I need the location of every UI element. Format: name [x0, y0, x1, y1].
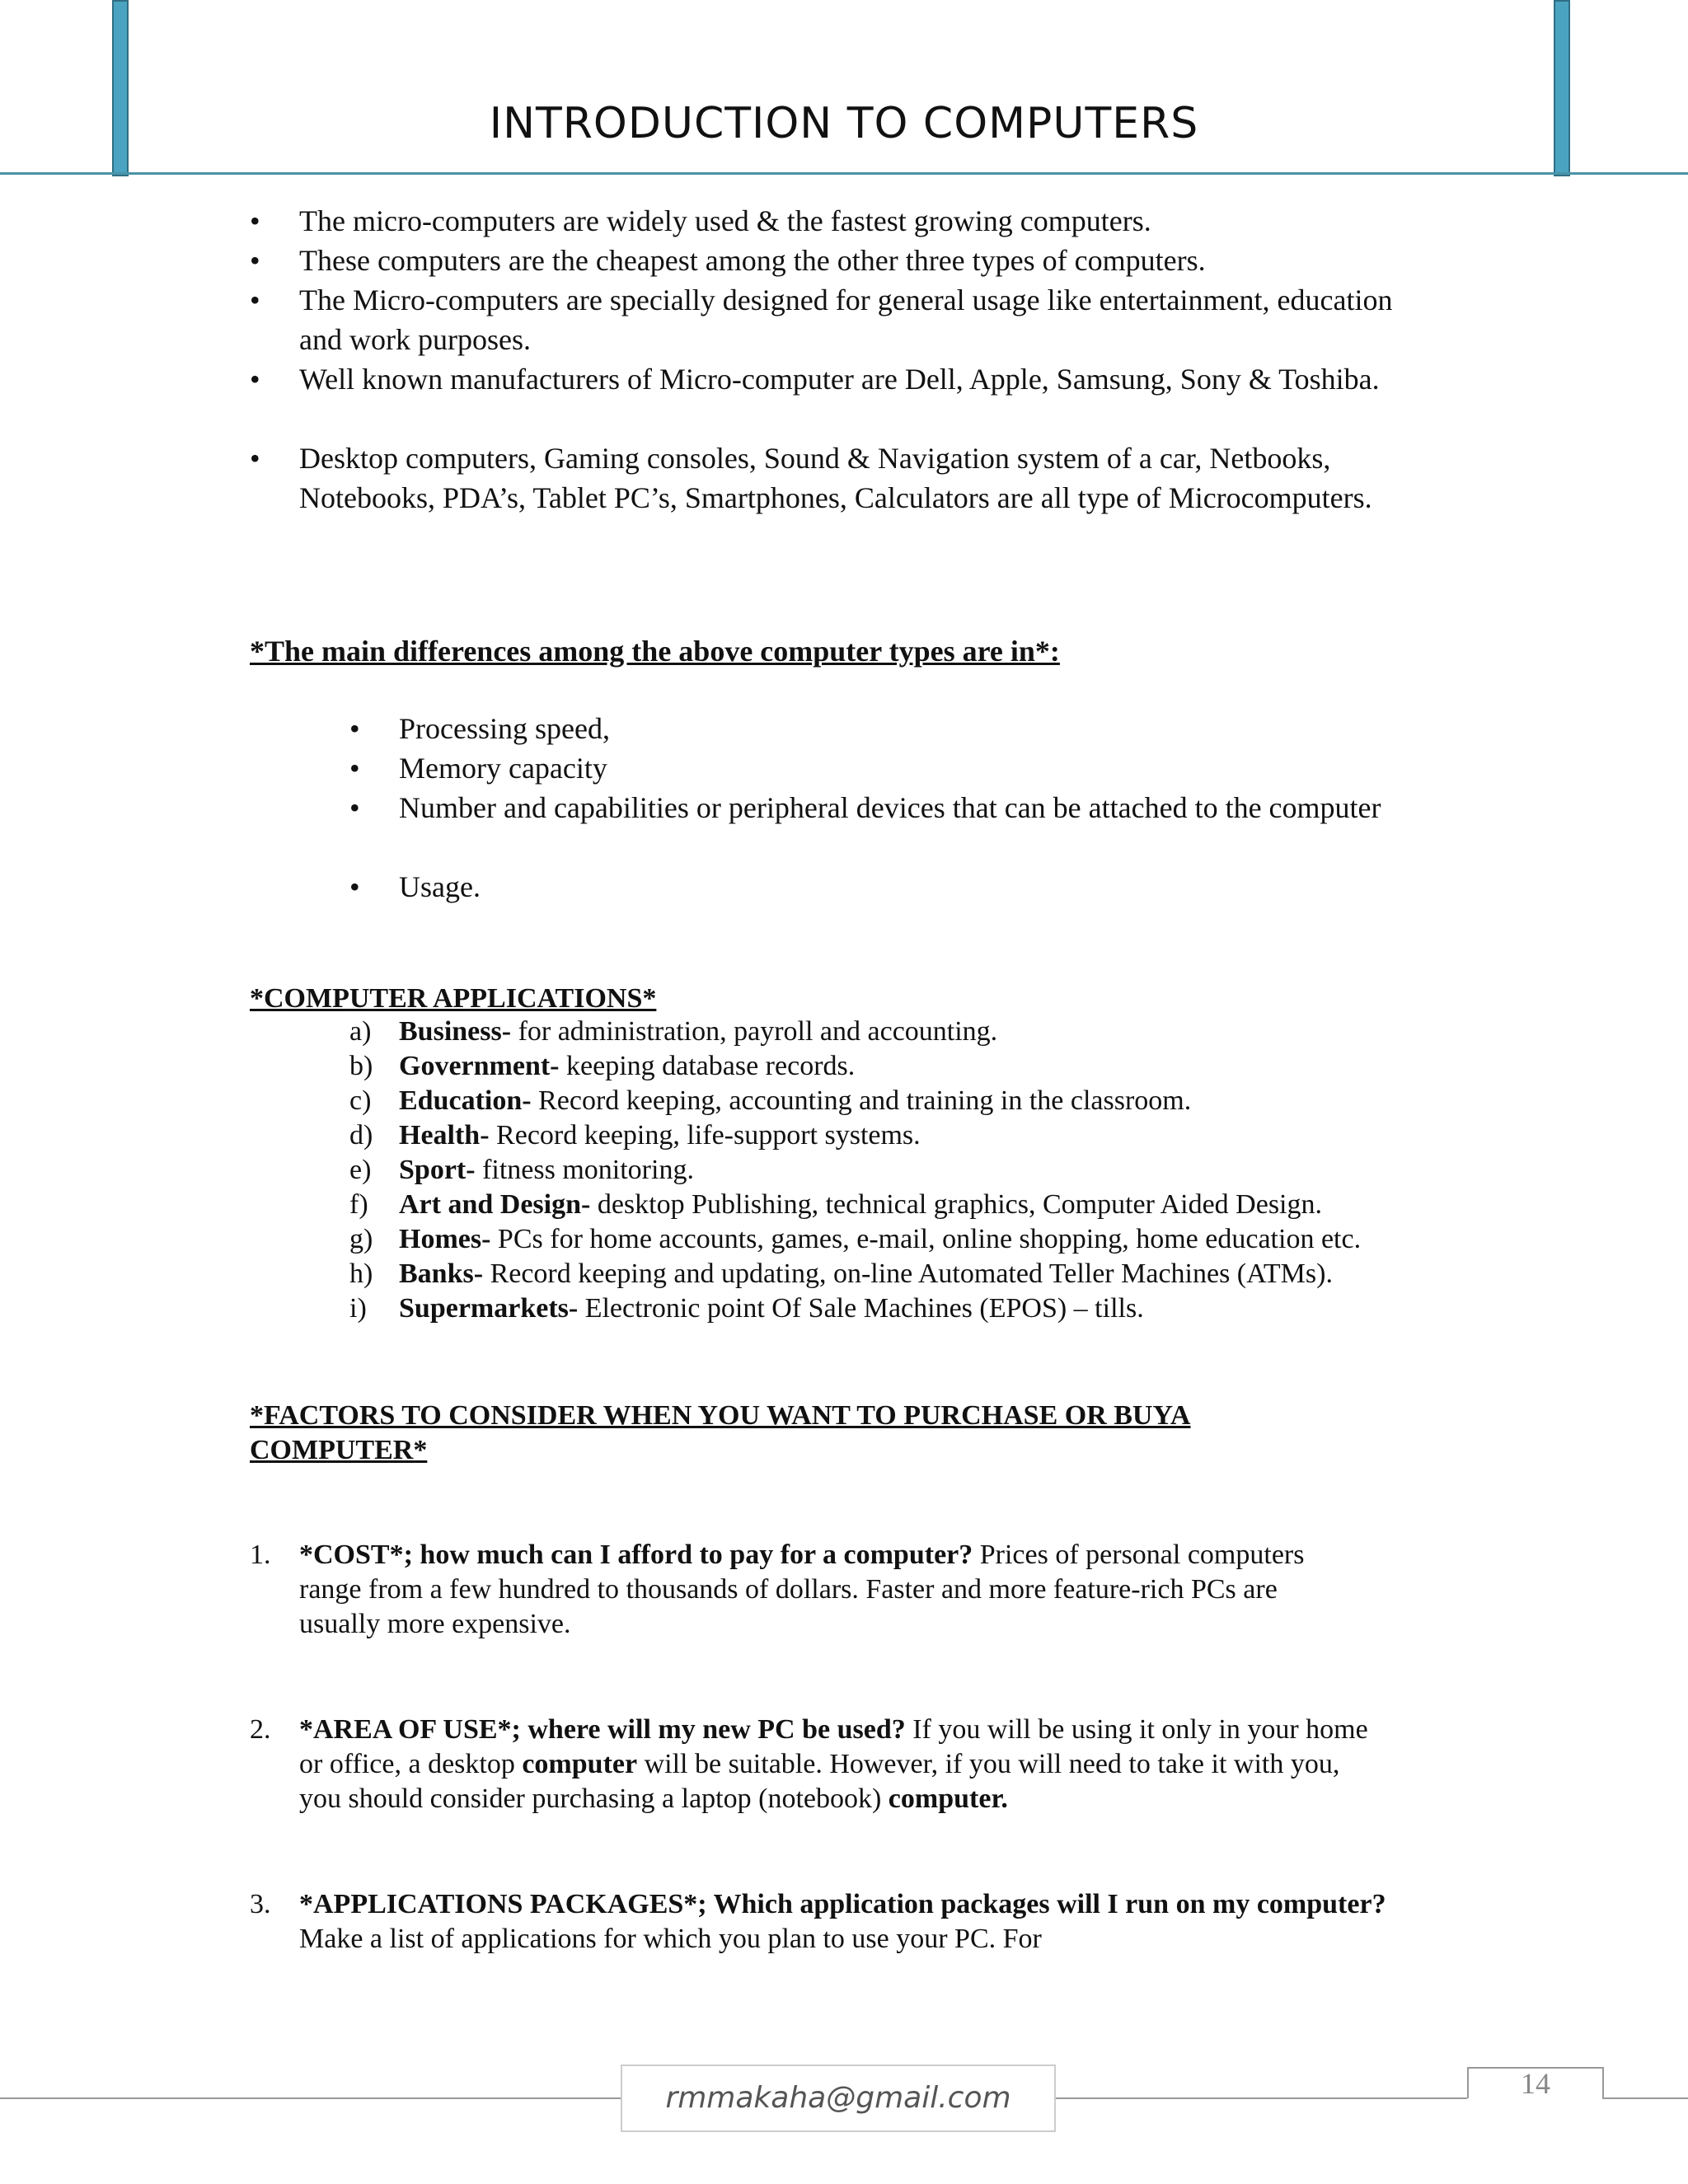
item-term: Art and Design-: [399, 1189, 591, 1220]
bullet-text: Desktop computers, Gaming consoles, Sound & Navigation system of a car, Netbooks, Notebooks, PDA’s, Tablet PC’s, Smartphones, Calculators are all type of Microcomputers.: [299, 442, 1372, 514]
item-text: fitness monitoring.: [475, 1155, 694, 1185]
bullet-icon: •: [250, 442, 260, 475]
bullet-icon: •: [250, 204, 260, 237]
factors-heading-line: COMPUTER*: [250, 1435, 428, 1465]
header-bar-left: [112, 0, 129, 176]
bullet-text: These computers are the cheapest among the other three types of computers.: [299, 244, 1206, 277]
bullet-item: [250, 438, 1437, 518]
difference-item: [349, 709, 1421, 748]
item-term: Government-: [399, 1051, 560, 1081]
factors-heading: [250, 1399, 1190, 1468]
bullet-icon: •: [349, 870, 360, 903]
item-term: Supermarkets-: [399, 1293, 579, 1324]
bullet-text: The micro-computers are widely used & the fastest growing computers.: [299, 204, 1151, 237]
bullet-icon: •: [250, 244, 260, 277]
item-label: h): [349, 1258, 373, 1289]
header-divider: [0, 172, 1688, 175]
factor-number: 1.: [250, 1540, 271, 1570]
item-term: Banks-: [399, 1258, 484, 1289]
item-term: Education-: [399, 1085, 532, 1116]
bullet-icon: •: [349, 712, 360, 745]
item-text: PCs for home accounts, games, e-mail, online shopping, home education etc.: [490, 1224, 1362, 1254]
factor-text: Make a list of applications for which you plan to use your PC. For: [299, 1924, 1042, 1954]
difference-item: [349, 867, 1421, 907]
item-term: Business-: [399, 1016, 512, 1047]
item-label: i): [349, 1293, 367, 1324]
differences-heading: *The main differences among the above computer types are in*:: [250, 635, 1060, 668]
bullet-text: Well known manufacturers of Micro-computer are Dell, Apple, Samsung, Sony & Toshiba.: [299, 363, 1380, 396]
bullet-icon: •: [250, 284, 260, 316]
footer-line-left: [0, 2097, 621, 2099]
difference-text: Usage.: [399, 870, 481, 903]
footer-line-right: [1056, 2097, 1467, 2099]
page-title: INTRODUCTION TO COMPUTERS: [489, 99, 1199, 148]
item-text: keeping database records.: [559, 1051, 856, 1081]
difference-text: Memory capacity: [399, 752, 607, 785]
item-text: Record keeping, accounting and training in the classroom.: [531, 1085, 1192, 1116]
factor-number: 3.: [250, 1889, 271, 1919]
page-number: 14: [1467, 2067, 1604, 2098]
header-bar-right: [1554, 0, 1570, 176]
item-term: Homes-: [399, 1224, 491, 1254]
factor-number: 2.: [250, 1714, 271, 1745]
factor-text: will be suitable. However, if you will need to take it with you, you should consider purchasing a laptop (notebook): [299, 1749, 1340, 1814]
footer-email: rmmakaha@gmail.com: [621, 2064, 1056, 2132]
difference-text: Processing speed,: [399, 712, 610, 745]
difference-item: [349, 788, 1421, 827]
bullet-icon: •: [349, 752, 360, 785]
item-label: d): [349, 1120, 373, 1151]
bullet-item: [250, 241, 1437, 280]
item-label: g): [349, 1224, 373, 1254]
difference-item: [349, 748, 1421, 788]
difference-text: Number and capabilities or peripheral devices that can be attached to the computer: [399, 791, 1381, 824]
item-text: Record keeping, life-support systems.: [489, 1120, 921, 1151]
footer-line-end: [1602, 2097, 1688, 2099]
factor-question: *COST*; how much can I afford to pay for a computer?: [299, 1540, 973, 1570]
factor-emphasis: computer.: [888, 1783, 1008, 1814]
applications-heading: *COMPUTER APPLICATIONS*: [250, 983, 657, 1014]
item-label: f): [349, 1189, 368, 1220]
item-term: Health-: [399, 1120, 490, 1151]
factor-text: If you will be using it only in your home or office, a desktop: [299, 1714, 1368, 1779]
bullet-item: [250, 359, 1437, 399]
item-text: for administration, payroll and accounting.: [511, 1016, 998, 1047]
item-label: c): [349, 1085, 372, 1116]
item-text: Electronic point Of Sale Machines (EPOS) – tills.: [578, 1293, 1144, 1324]
item-label: e): [349, 1155, 372, 1185]
bullet-text: The Micro-computers are specially designed for general usage like entertainment, education and work purposes.: [299, 284, 1393, 356]
item-term: Sport-: [399, 1155, 476, 1185]
factor-question: *APPLICATIONS PACKAGES*; Which application packages will I run on my computer?: [299, 1889, 1386, 1919]
bullet-item: [250, 280, 1437, 359]
item-label: b): [349, 1051, 373, 1081]
item-text: desktop Publishing, technical graphics, Computer Aided Design.: [590, 1189, 1322, 1220]
item-label: a): [349, 1016, 372, 1047]
factor-question: *AREA OF USE*; where will my new PC be used?: [299, 1714, 906, 1745]
bullet-icon: •: [349, 791, 360, 824]
bullet-item: [250, 201, 1437, 241]
bullet-icon: •: [250, 363, 260, 396]
factor-emphasis: computer: [522, 1749, 638, 1779]
factors-heading-line: *FACTORS TO CONSIDER WHEN YOU WANT TO PURCHASE OR BUYA: [250, 1400, 1191, 1431]
factor-text: Prices of personal computers range from a few hundred to thousands of dollars. Faster and more feature-rich PCs are usually more expensive.: [299, 1540, 1305, 1639]
item-text: Record keeping and updating, on-line Automated Teller Machines (ATMs).: [483, 1258, 1333, 1289]
